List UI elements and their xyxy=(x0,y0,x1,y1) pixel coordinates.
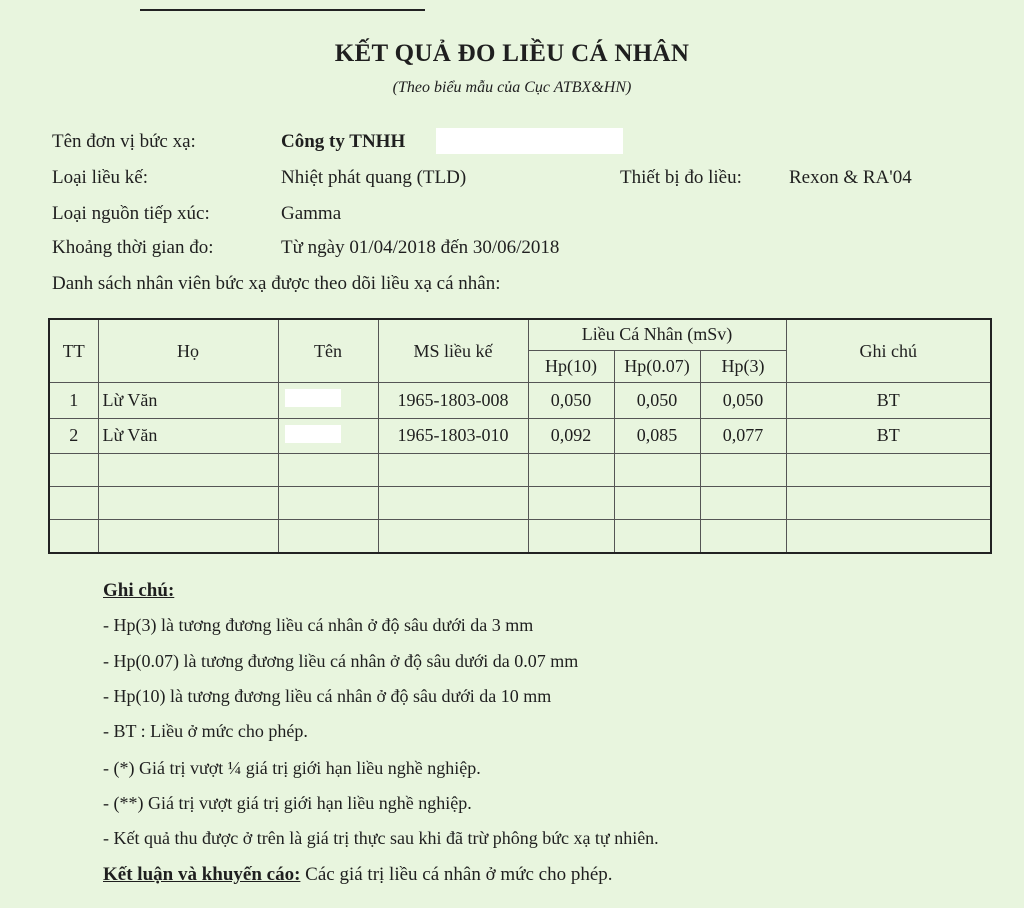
cell-note: BT xyxy=(786,419,991,453)
cell-hp10: 0,050 xyxy=(528,383,614,419)
note-item: - Hp(10) là tương đương liều cá nhân ở độ sâu dưới da 10 mm xyxy=(103,686,552,706)
cell-hp3: 0,050 xyxy=(700,383,786,419)
redacted-name xyxy=(285,425,341,443)
document-subtitle: (Theo biểu mẫu của Cục ATBX&HN) xyxy=(392,79,632,96)
table-row xyxy=(49,419,991,453)
dosimeter-label: Loại liều kế: xyxy=(52,167,149,188)
empty-row xyxy=(49,453,991,486)
cell-tt: 1 xyxy=(49,383,98,419)
dosimeter-value: Nhiệt phát quang (TLD) xyxy=(281,167,467,188)
redacted-name xyxy=(285,389,341,407)
header-tt: TT xyxy=(49,319,98,383)
header-dose-group: Liều Cá Nhân (mSv) xyxy=(528,319,786,350)
cell-note: BT xyxy=(786,383,991,419)
note-item: - (*) Giá trị vượt ¼ giá trị giới hạn liều nghề nghiệp. xyxy=(103,758,481,778)
header-ho: Họ xyxy=(98,319,278,383)
header-ten: Tên xyxy=(278,319,378,383)
empty-row xyxy=(49,520,991,553)
dose-table xyxy=(48,318,992,554)
period-label: Khoảng thời gian đo: xyxy=(52,237,214,258)
table-row xyxy=(49,383,991,419)
header-hp007: Hp(0.07) xyxy=(614,350,700,382)
cell-hp3: 0,077 xyxy=(700,419,786,453)
note-item: - Kết quả thu được ở trên là giá trị thực sau khi đã trừ phông bức xạ tự nhiên. xyxy=(103,828,659,848)
cell-ten xyxy=(278,419,378,453)
cell-ho: Lừ Văn xyxy=(98,383,278,419)
header-ms: MS liều kế xyxy=(378,319,528,383)
empty-row xyxy=(49,486,991,519)
note-item: - (**) Giá trị vượt giá trị giới hạn liều nghề nghiệp. xyxy=(103,793,472,813)
conclusion xyxy=(103,864,613,886)
cell-hp007: 0,085 xyxy=(614,419,700,453)
unit-label: Tên đơn vị bức xạ: xyxy=(52,131,196,152)
header-note: Ghi chú xyxy=(786,319,991,383)
redacted-company-name xyxy=(436,128,623,154)
cell-ten xyxy=(278,383,378,419)
header-hp10: Hp(10) xyxy=(528,350,614,382)
source-label: Loại nguồn tiếp xúc: xyxy=(52,203,210,224)
device-label: Thiết bị đo liều: xyxy=(620,167,742,188)
cell-ho: Lừ Văn xyxy=(98,419,278,453)
notes-title: Ghi chú: xyxy=(103,580,175,601)
cell-hp007: 0,050 xyxy=(614,383,700,419)
header-hp3: Hp(3) xyxy=(700,350,786,382)
cell-ms: 1965-1803-010 xyxy=(378,419,528,453)
cell-ms: 1965-1803-008 xyxy=(378,383,528,419)
cell-hp10: 0,092 xyxy=(528,419,614,453)
cell-tt: 2 xyxy=(49,419,98,453)
note-item: - Hp(0.07) là tương đương liều cá nhân ở độ sâu dưới da 0.07 mm xyxy=(103,651,579,671)
list-caption: Danh sách nhân viên bức xạ được theo dõi liều xạ cá nhân: xyxy=(52,273,501,294)
unit-value: Công ty TNHH xyxy=(281,131,406,152)
period-value: Từ ngày 01/04/2018 đến 30/06/2018 xyxy=(281,237,560,258)
source-value: Gamma xyxy=(281,203,342,224)
note-item: - BT : Liều ở mức cho phép. xyxy=(103,721,308,741)
note-item: - Hp(3) là tương đương liều cá nhân ở độ sâu dưới da 3 mm xyxy=(103,615,534,635)
conclusion-text: Các giá trị liều cá nhân ở mức cho phép. xyxy=(300,864,613,885)
device-value: Rexon & RA'04 xyxy=(789,167,912,188)
top-rule xyxy=(140,9,425,11)
document-title: KẾT QUẢ ĐO LIỀU CÁ NHÂN xyxy=(334,40,690,67)
conclusion-label: Kết luận và khuyến cáo: xyxy=(103,864,301,885)
